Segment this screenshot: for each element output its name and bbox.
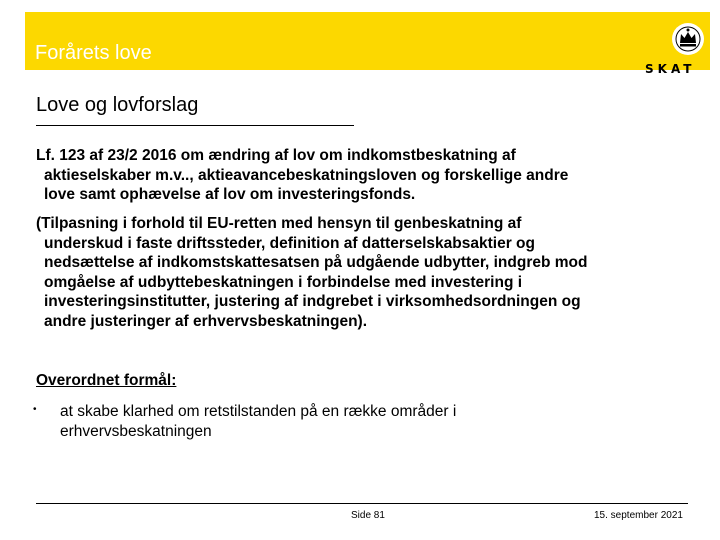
footer-divider xyxy=(36,503,688,504)
paragraph-line: love samt ophævelse af lov om investeringsfonds. xyxy=(44,186,416,203)
purpose-heading: Overordnet formål: xyxy=(36,372,177,389)
bullet-line: at skabe klarhed om retstilstanden på en række områder i xyxy=(60,403,457,420)
paragraph-line: (Tilpasning i forhold til EU-retten med hensyn til genbeskatning af xyxy=(36,215,522,232)
paragraph-line: andre justeringer af erhvervsbeskatningen). xyxy=(44,312,368,330)
law-proposal-paragraph xyxy=(36,146,696,205)
header-bar xyxy=(25,12,710,76)
slide-subtitle: Love og lovforslag xyxy=(36,94,199,116)
paragraph-line: investeringsinstitutter, justering af indgrebet i virksomhedsordningen og xyxy=(44,293,581,310)
footer-date: 15. september 2021 xyxy=(594,510,683,521)
presentation-title: Forårets love xyxy=(35,42,152,64)
paragraph-line: underskud i faste driftssteder, definition af datterselskabsaktier og xyxy=(44,234,535,252)
purpose-bullet xyxy=(60,402,456,442)
adjustment-paragraph xyxy=(36,214,696,331)
page-number: Side 81 xyxy=(351,510,385,521)
paragraph-line: nedsættelse af indkomstskattesatsen på udgående udbytter, indgreb mod xyxy=(44,254,588,271)
subtitle-divider xyxy=(36,125,354,126)
paragraph-line: Lf. 123 af 23/2 2016 om ændring af lov om indkomstbeskatning af xyxy=(36,147,516,164)
paragraph-line: omgåelse af udbyttebeskatningen i forbindelse med investering i xyxy=(44,273,523,291)
crown-icon xyxy=(671,22,705,56)
paragraph-line: aktieselskaber m.v.., aktieavancebeskatningsloven og forskellige andre xyxy=(44,166,569,184)
bullet-line: erhvervsbeskatningen xyxy=(60,423,212,440)
skat-logo-text: SKAT xyxy=(645,62,696,76)
bullet-icon: • xyxy=(33,404,37,415)
